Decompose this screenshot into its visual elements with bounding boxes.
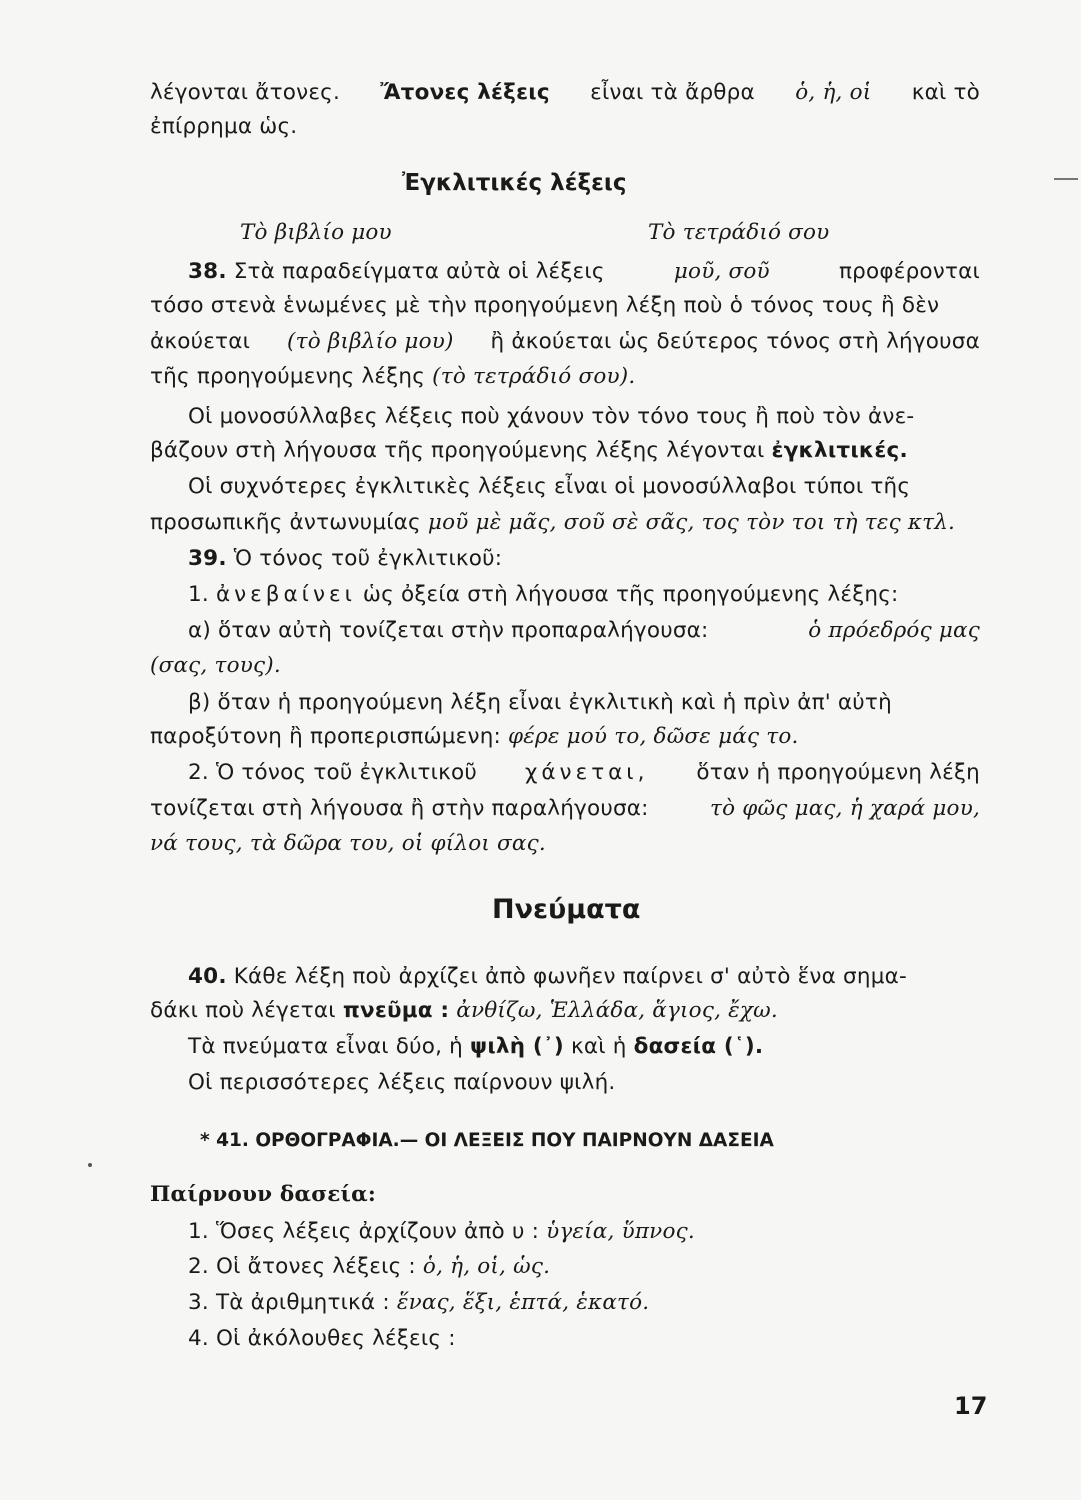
- list-intro: [150, 1180, 980, 1210]
- text-line: [150, 651, 980, 681]
- bold-term: δασεία (῾).: [633, 1034, 764, 1059]
- section-number: 39.: [188, 546, 227, 571]
- text-line: [150, 829, 980, 859]
- italic-example: τὸ φῶς μας, ἡ χαρά μου,: [709, 796, 980, 821]
- text: βάζουν στὴ λήγουσα τῆς προηγούμενης λέξης λέγονται: [150, 438, 765, 463]
- text-line: [188, 688, 980, 718]
- italic-example: ἀνθίζω, Ἑλλάδα, ἅγιος, ἔχω.: [456, 998, 778, 1023]
- orthography-caption: * 41. ΟΡΘΟΓΡΑΦΙΑ.— ΟΙ ΛΕΞΕΙΣ ΠΟΥ ΠΑΙΡΝΟΥΝ ΔΑΣΕΙΑ: [200, 1130, 774, 1151]
- margin-mark: [1054, 178, 1078, 180]
- text: 2. Ὁ τόνος τοῦ ἐγκλιτικοῦ: [188, 760, 478, 785]
- italic-example: μοῦ μὲ μᾶς, σοῦ σὲ σᾶς, τος τὸν τοι τὴ τες κτλ.: [427, 510, 956, 535]
- text-line: [150, 508, 980, 538]
- text-line: [188, 616, 980, 646]
- text-line: [150, 78, 980, 108]
- example-line: [240, 218, 840, 248]
- text-line: [188, 1032, 980, 1062]
- text: δάκι ποὺ λέγεται: [150, 998, 336, 1023]
- section-number: 40.: [188, 964, 227, 989]
- italic-example: ὁ, ἡ, οἱ, ὡς.: [422, 1254, 551, 1279]
- text: τόσο στενὰ ἑνωμένες μὲ τὴν προηγούμενη λέξη ποὺ ὁ τόνος τους ἢ δὲν: [150, 293, 940, 318]
- text: Κάθε λέξη ποὺ ἀρχίζει ἀπὸ φωνῆεν παίρνει σ' αὐτὸ ἕνα σημα-: [233, 964, 907, 989]
- italic-example: φέρε μού το, δῶσε μάς το.: [508, 724, 799, 749]
- text-line: [188, 544, 980, 574]
- italic-example: νά τους, τὰ δῶρα του, οἱ φίλοι σας.: [150, 831, 546, 856]
- text: ὡς ὀξεία στὴ λήγουσα τῆς προηγούμενης λέξης:: [362, 582, 899, 607]
- bold-term: ψιλὴ (᾿): [470, 1034, 564, 1059]
- text: 3. Τὰ ἀριθμητικά :: [188, 1290, 390, 1315]
- italic-example: (σας, τους).: [150, 653, 281, 678]
- text: Στὰ παραδείγματα αὐτὰ οἱ λέξεις: [233, 259, 605, 284]
- text-line: [188, 580, 980, 610]
- bold-term: Ἄτονες λέξεις: [380, 80, 550, 105]
- text: Οἱ μονοσύλλαβες λέξεις ποὺ χάνουν τὸν τόνο τους ἢ ποὺ τὸν ἀνε-: [188, 404, 915, 429]
- text: καὶ τὸ: [911, 80, 980, 105]
- list-item: [188, 1288, 980, 1318]
- text: καὶ ἡ: [570, 1034, 627, 1059]
- text-line: [188, 257, 980, 287]
- italic-example: ὑγεία, ὕπνος.: [546, 1219, 695, 1244]
- text: β) ὅταν ἡ προηγούμενη λέξη εἶναι ἐγκλιτικὴ καὶ ἡ πρὶν ἀπ' αὐτὴ: [188, 690, 892, 715]
- text: 4. Οἱ ἀκόλουθες λέξεις :: [188, 1326, 456, 1351]
- text: ἀκούεται: [150, 329, 251, 354]
- text: Τὰ πνεύματα εἶναι δύο, ἡ: [188, 1034, 463, 1059]
- text: εἶναι τὰ ἄρθρα: [590, 80, 755, 105]
- text-line: [150, 436, 980, 466]
- section-heading: Πνεύματα: [492, 894, 641, 925]
- section-number: 38.: [188, 259, 227, 284]
- italic-example: ἕνας, ἕξι, ἑπτά, ἑκατό.: [396, 1290, 650, 1315]
- text: Ὁ τόνος τοῦ ἐγκλιτικοῦ:: [233, 546, 503, 571]
- text: 1. Ὅσες λέξεις ἀρχίζουν ἀπὸ υ :: [188, 1219, 540, 1244]
- italic-example: ὁ, ἡ, οἱ: [795, 80, 872, 105]
- section-heading: Ἐγκλιτικές λέξεις: [402, 170, 627, 196]
- spaced-term: ἀνεβαίνει: [215, 582, 356, 607]
- text-line: [150, 996, 980, 1026]
- text: λέγονται ἄτονες.: [150, 80, 341, 105]
- text-line: [188, 402, 980, 432]
- text-line: [188, 472, 980, 502]
- text: 2. Οἱ ἄτονες λέξεις :: [188, 1254, 416, 1279]
- text: ἐπίρρημα ὡς.: [150, 114, 298, 139]
- text: ὅταν ἡ προηγούμενη λέξη: [696, 760, 980, 785]
- text: Οἱ συχνότερες ἐγκλιτικὲς λέξεις εἶναι οἱ μονοσύλλαβοι τύποι τῆς: [188, 474, 911, 499]
- text: προσωπικῆς ἀντωνυμίας: [150, 510, 421, 535]
- text: προφέρονται: [839, 259, 980, 284]
- text-line: [150, 327, 980, 357]
- text-line: [188, 758, 980, 788]
- text: παροξύτονη ἢ προπερισπώμενη:: [150, 724, 501, 749]
- italic-example: ὁ πρόεδρός μας: [808, 618, 980, 643]
- example: Τὸ τετράδιό σου: [648, 220, 830, 245]
- text-line: [188, 962, 980, 992]
- list-item: [188, 1252, 980, 1282]
- italic-example: (τὸ βιβλίο μου): [287, 329, 454, 354]
- spaced-term: χάνεται,: [524, 760, 649, 785]
- italic-example: (τὸ τετράδιό σου).: [432, 364, 636, 389]
- list-item: [188, 1324, 980, 1354]
- text-line: [150, 112, 980, 142]
- italic-example: μοῦ, σοῦ: [673, 259, 770, 284]
- list-item: [188, 1217, 980, 1247]
- text-line: [150, 291, 980, 321]
- text-line: [150, 794, 980, 824]
- text: τῆς προηγούμενης λέξης: [150, 364, 426, 389]
- bold-term: πνεῦμα :: [342, 998, 450, 1023]
- example: Τὸ βιβλίο μου: [240, 220, 392, 245]
- text-line: [150, 362, 980, 392]
- text-line: [150, 722, 980, 752]
- margin-dot: [88, 1163, 92, 1167]
- text: Οἱ περισσότερες λέξεις παίρνουν ψιλή.: [188, 1070, 616, 1095]
- text: 1.: [188, 582, 209, 607]
- bold-term: ἐγκλιτικές.: [771, 438, 908, 463]
- text: τονίζεται στὴ λήγουσα ἢ στὴν παραλήγουσα:: [150, 796, 649, 821]
- bold-term: Παίρνουν δασεία:: [150, 1182, 377, 1207]
- text-line: [188, 1068, 980, 1098]
- page-number: 17: [954, 1392, 988, 1420]
- text: α) ὅταν αὐτὴ τονίζεται στὴν προπαραλήγουσα:: [188, 618, 709, 643]
- text: ἢ ἀκούεται ὡς δεύτερος τόνος στὴ λήγουσα: [490, 329, 980, 354]
